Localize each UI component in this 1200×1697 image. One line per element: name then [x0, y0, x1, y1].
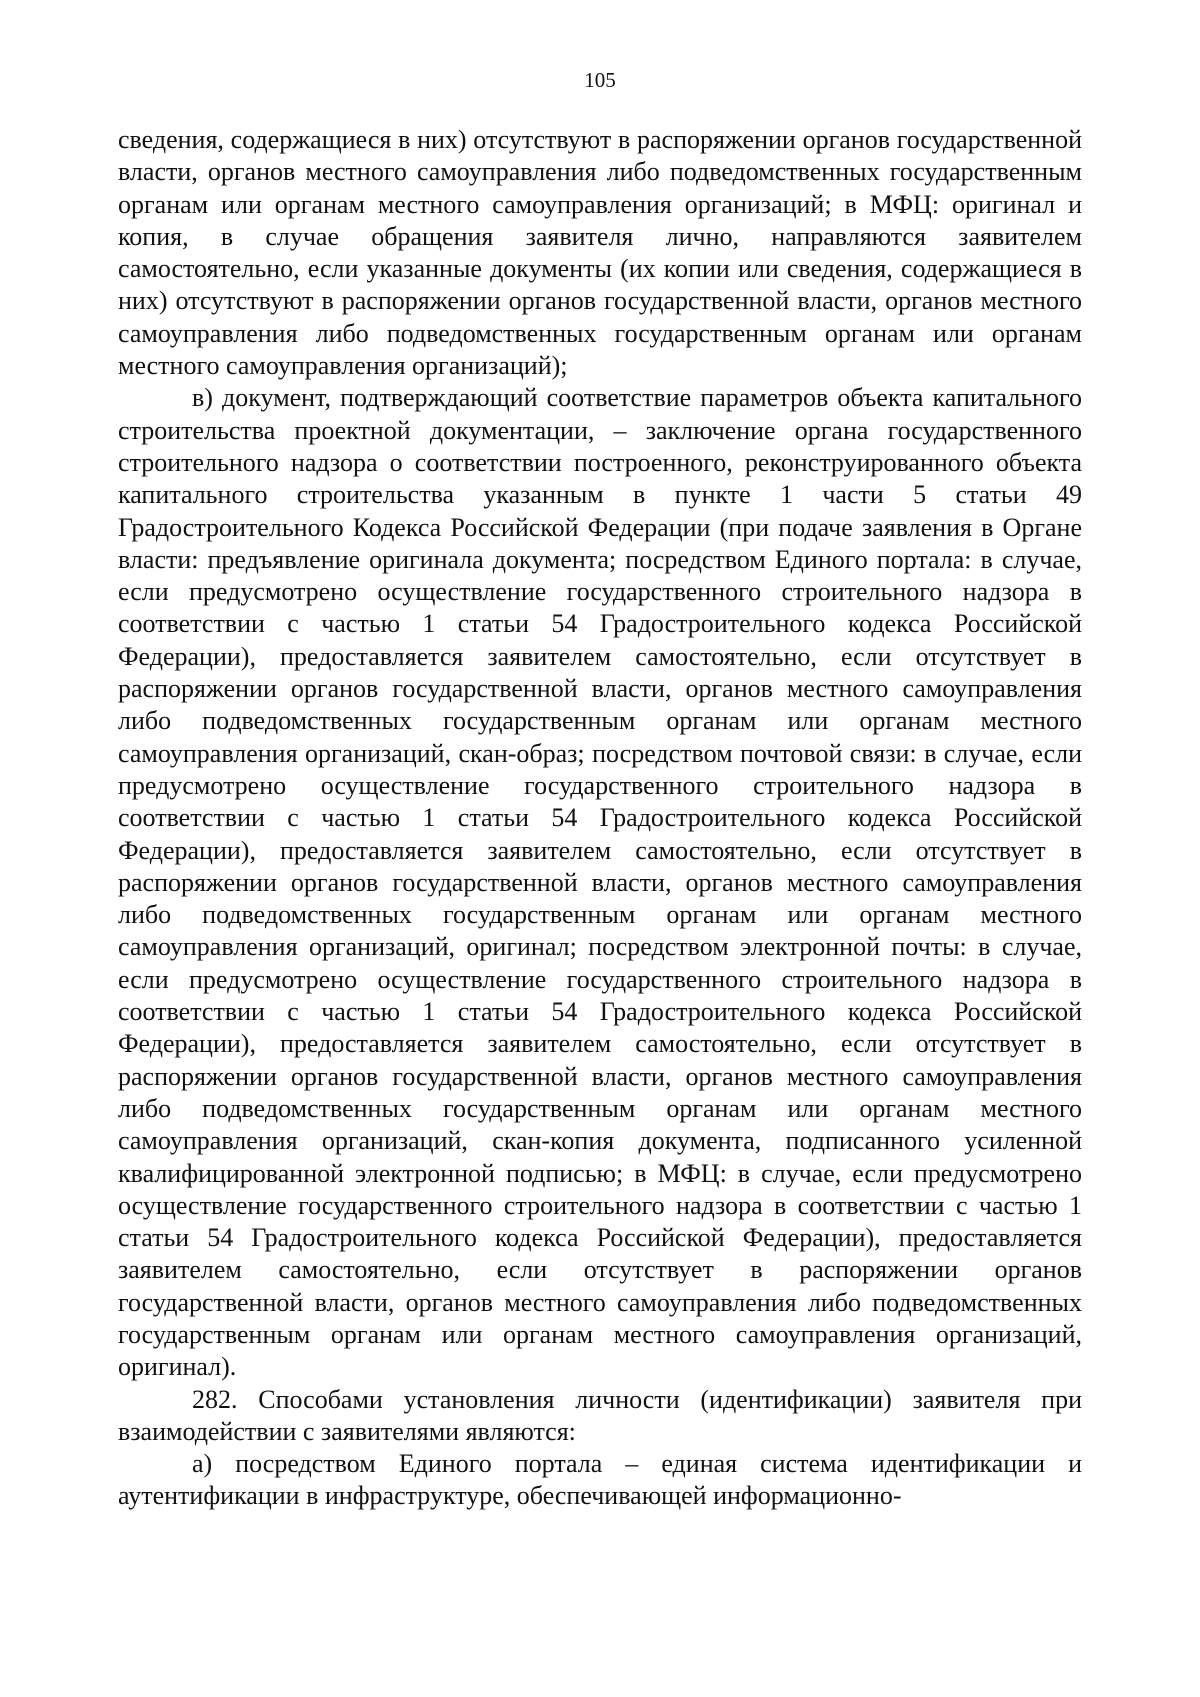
paragraph-item-a: а) посредством Единого портала – единая система идентификации и аутентификации в инфраструктуре, обеспечивающей информационно- [118, 1449, 1082, 1511]
paragraph-282: 282. Способами установления личности (идентификации) заявителя при взаимодействии с заявителями являются: [118, 1384, 1082, 1446]
paragraph-continuation: сведения, содержащиеся в них) отсутствуют в распоряжении органов государственной власти, органов местного самоуправления либо подведомственных государственным органам или органам местного самоуправления организаций; в МФЦ: оригинал и копия, в случае обращения заявителя лично, направляются заявителем самостоятельно, если указанные документы (их копии или сведения, содержащиеся в них) отсутствуют в распоряжении органов государственной власти, органов местного самоуправления либо подведомственных государственным органам или органам местного самоуправления организаций); [118, 125, 1082, 381]
document-body [118, 124, 1082, 1513]
paragraph-item-v: в) документ, подтверждающий соответствие параметров объекта капитального строительства проектной документации, – заключение органа государственного строительного надзора о соответствии построенного, реконструированного объекта капитального строительства указанным в пункте 1 части 5 статьи 49 Градостроительного Кодекса Российской Федерации (при подаче заявления в Органе власти: предъявление оригинала документа; посредством Единого портала: в случае, если предусмотрено осуществление государственного строительного надзора в соответствии с частью 1 статьи 54 Градостроительного кодекса Российской Федерации), предоставляется заявителем самостоятельно, если отсутствует в распоряжении органов государственной власти, органов местного самоуправления либо подведомственных государственным органам или органам местного самоуправления организаций, скан-образ; посредством почтовой связи: в случае, если предусмотрено осуществление государственного строительного надзора в соответствии с частью 1 статьи 54 Градостроительного кодекса Российской Федерации), предоставляется заявителем самостоятельно, если отсутствует в распоряжении органов государственной власти, органов местного самоуправления либо подведомственных государственным органам или органам местного самоуправления организаций, оригинал; посредством электронной почты: в случае, если предусмотрено осуществление государственного строительного надзора в соответствии с частью 1 статьи 54 Градостроительного кодекса Российской Федерации), предоставляется заявителем самостоятельно, если отсутствует в распоряжении органов государственной власти, органов местного самоуправления либо подведомственных государственным органам или органам местного самоуправления организаций, скан-копия документа, подписанного усиленной квалифицированной электронной подписью; в МФЦ: в случае, если предусмотрено осуществление государственного строительного надзора в соответствии с частью 1 статьи 54 Градостроительного кодекса Российской Федерации), предоставляется заявителем самостоятельно, если отсутствует в распоряжении органов государственной власти, органов местного самоуправления либо подведомственных государственным органам или органам местного самоуправления организаций, оригинал). [118, 383, 1082, 1382]
page-number: 105 [584, 68, 616, 92]
